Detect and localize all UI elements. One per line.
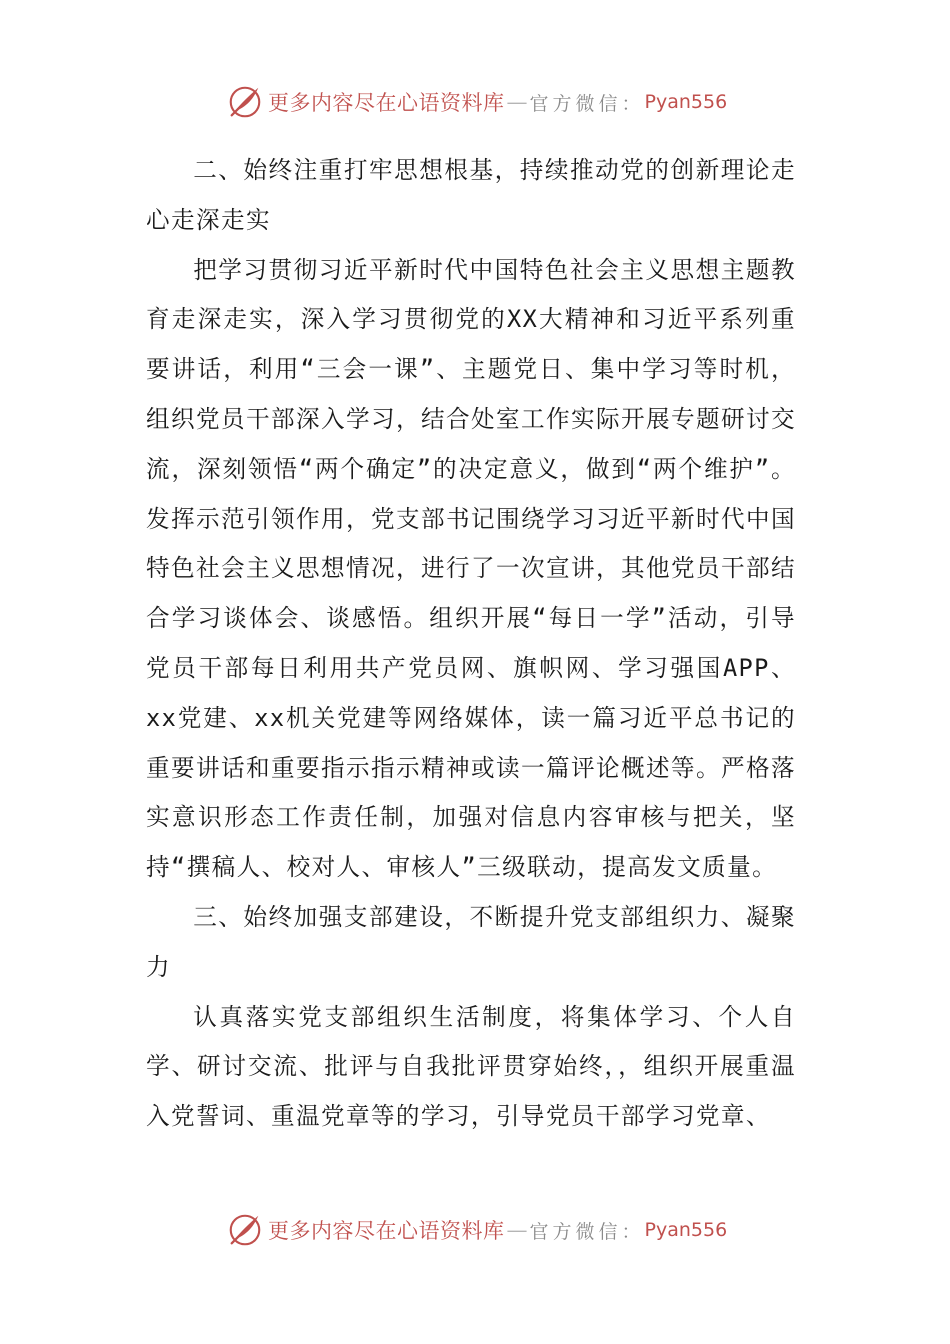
watermark-official-label: 官方微信：: [529, 1220, 645, 1243]
section-heading-2: 二、始终注重打牢思想根基，持续推动党的创新理论走心走深走实: [146, 156, 796, 234]
quill-logo-icon: [226, 83, 264, 121]
body-paragraph: 认真落实党支部组织生活制度，将集体学习、个人自学、研讨交流、批评与自我批评贯穿始终，，组织开展重温入党誓词、重温党章等的学习，引导党员干部学习党章、: [146, 1002, 796, 1131]
watermark-site-text: 更多内容尽在心语资料库: [268, 91, 505, 115]
watermark-header: [226, 82, 727, 122]
document-body: [146, 146, 796, 1142]
watermark-dash: —: [506, 90, 528, 114]
watermark-site-text: 更多内容尽在心语资料库: [268, 1219, 505, 1243]
quill-logo-icon: [226, 1211, 264, 1249]
watermark-dash: —: [506, 1218, 528, 1242]
body-paragraph: 把学习贯彻习近平新时代中国特色社会主义思想主题教育走深走实，深入学习贯彻党的XX大精神和习近平系列重要讲话，利用“三会一课”、主题党日、集中学习等时机，组织党员干部深入学习，结合处室工作实际开展专题研讨交流，深刻领悟“两个确定”的决定意义，做到“两个维护”。发挥示范引领作用，党支部书记围绕学习习近平新时代中国特色社会主义思想情况，进行了一次宣讲，其他党员干部结合学习谈体会、谈感悟。组织开展“每日一学”活动，引导党员干部每日利用共产党员网、旗帜网、学习强国APP、xx党建、xx机关党建等网络媒体，读一篇习近平总书记的重要讲话和重要指示指示精神或读一篇评论概述等。严格落实意识形态工作责任制，加强对信息内容审核与把关，坚持“撰稿人、校对人、审核人”三级联动，提高发文质量。: [146, 255, 796, 882]
watermark-footer: [226, 1210, 727, 1250]
watermark-official-label: 官方微信：: [529, 92, 645, 115]
watermark-wechat-id: Pyan556: [644, 1219, 728, 1241]
section-heading-3: 三、始终加强支部建设，不断提升党支部组织力、凝聚力: [146, 902, 796, 981]
watermark-wechat-id: Pyan556: [644, 91, 728, 113]
